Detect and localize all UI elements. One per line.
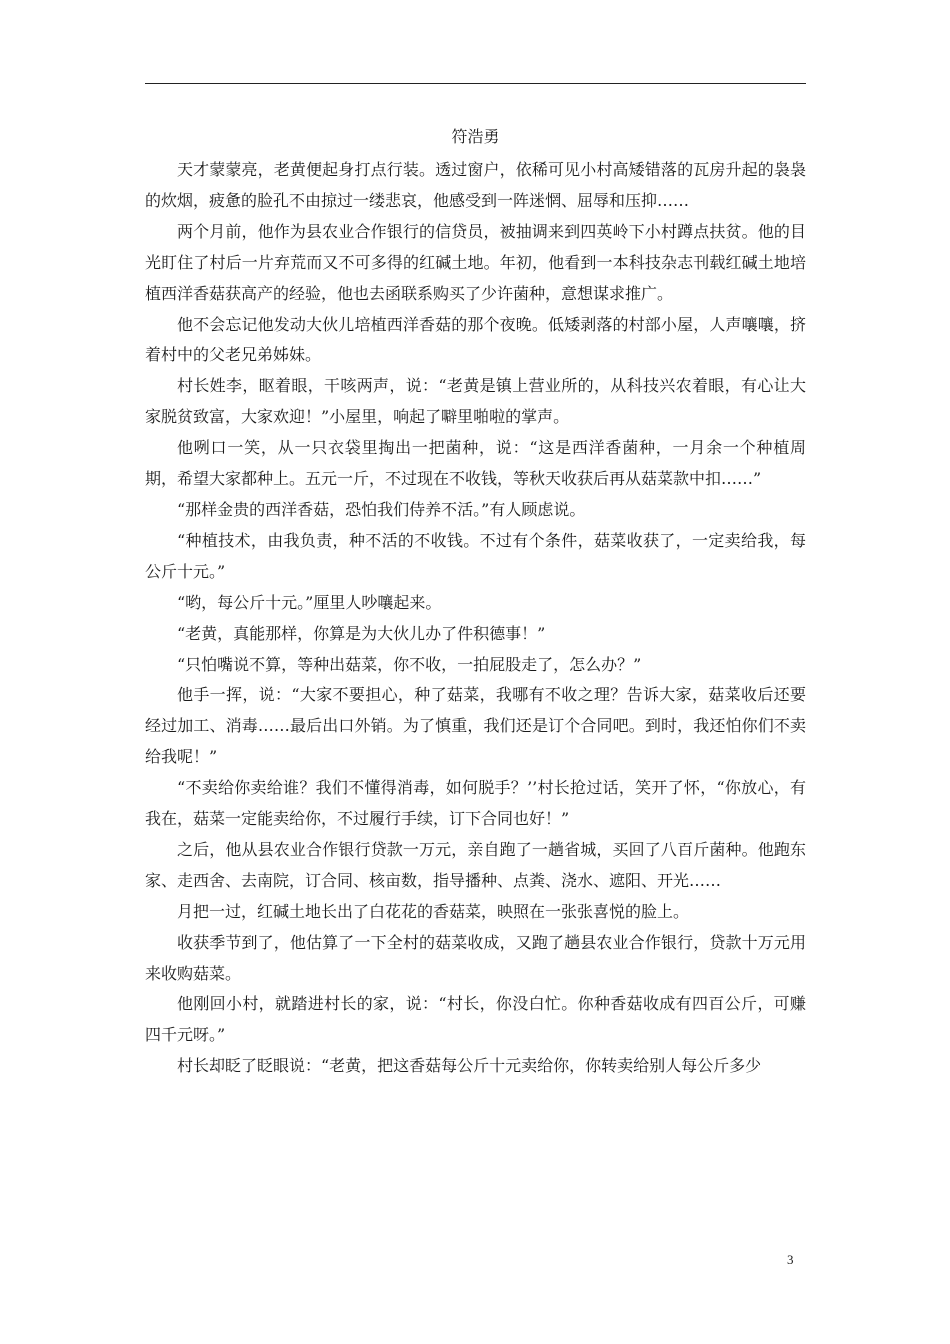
author-name: 符浩勇 xyxy=(451,127,500,146)
paragraph: 村长姓李，眍着眼，干咳两声，说：“老黄是镇上营业所的，从科技兴农着眼，有心让大家脱贫致富，大家欢迎！”小屋里，响起了噼里啪啦的掌声。 xyxy=(145,376,806,427)
paragraph: “不卖给你卖给谁？我们不懂得消毒，如何脱手？’’村长抢过话，笑开了怀，“你放心，有我在，菇菜一定能卖给你，不过履行手续，订下合同也好！” xyxy=(145,778,806,829)
paragraph: 之后，他从县农业合作银行贷款一万元，亲自跑了一趟省城，买回了八百斤菌种。他跑东家、走西舍、去南院，订合同、核亩数，指导播种、点粪、浇水、遮阳、开光…… xyxy=(145,839,806,890)
paragraph: “老黄，真能那样，你算是为大伙儿办了件积德事！” xyxy=(177,623,546,643)
paragraph: 两个月前，他作为县农业合作银行的信贷员，被抽调来到四英岭下小村蹲点扶贫。他的目光盯住了村后一片弃荒而又不可多得的红碱土地。年初，他看到一本科技杂志刊载红碱土地培植西洋香菇获高产的经验，他也去函联系购买了少许菌种，意想谋求推广。 xyxy=(145,221,806,303)
paragraph: “那样金贵的西洋香菇，恐怕我们侍养不活。”有人顾虑说。 xyxy=(177,499,586,519)
paragraph: 月把一过，红碱土地长出了白花花的香菇菜，映照在一张张喜悦的脸上。 xyxy=(177,901,690,921)
paragraph: 他不会忘记他发动大伙儿培植西洋香菇的那个夜晚。低矮剥落的村部小屋，人声嚷嚷，挤着村中的父老兄弟姊妹。 xyxy=(145,314,806,365)
paragraph: 他刚回小村，就踏进村长的家，说：“村长，你没白忙。你种香菇收成有四百公斤，可赚四千元呀。” xyxy=(145,994,806,1045)
paragraph: “只怕嘴说不算，等种出菇菜，你不收，一拍屁股走了，怎么办？” xyxy=(177,654,642,674)
paragraph: 他咧口一笑，从一只衣袋里掏出一把菌种，说：“这是西洋香菌种，一月余一个种植周期，希望大家都种上。五元一斤，不过现在不收钱，等秋天收获后再从菇菜款中扣……” xyxy=(145,438,806,489)
paragraph: 村长却眨了眨眼说：“老黄，把这香菇每公斤十元卖给你，你转卖给别人每公斤多少 xyxy=(177,1056,762,1076)
paragraph: “种植技术，由我负责，种不活的不收钱。不过有个条件，菇菜收获了，一定卖给我，每公斤十元。” xyxy=(145,530,806,581)
page-number: 3 xyxy=(787,1252,794,1267)
paragraph: 他手一挥，说：“大家不要担心，种了菇菜，我哪有不收之理？告诉大家，菇菜收后还要经过加工、消毒……最后出口外销。为了慎重，我们还是订个合同吧。到时，我还怕你们不卖给我呢！” xyxy=(145,685,806,767)
story-body xyxy=(145,155,806,1082)
paragraph: “哟，每公斤十元。”厘里人吵嚷起来。 xyxy=(177,592,442,612)
paragraph: 天才蒙蒙亮，老黄便起身打点行装。透过窗户，依稀可见小村高矮错落的瓦房升起的袅袅的炊烟，疲惫的脸孔不由掠过一缕悲哀，他感受到一阵迷惘、屈辱和压抑…… xyxy=(145,160,806,210)
paragraph: 收获季节到了，他估算了一下全村的菇菜收成，又跑了趟县农业合作银行，贷款十万元用来收购菇菜。 xyxy=(145,932,806,983)
header-rule xyxy=(145,83,806,84)
